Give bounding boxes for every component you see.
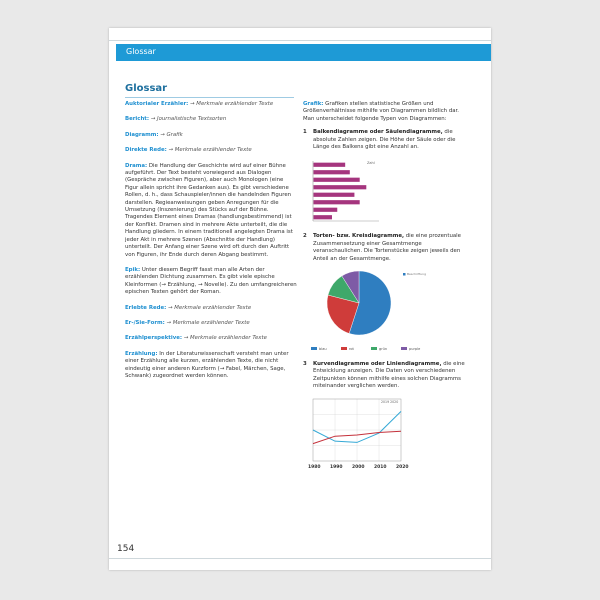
pie-chart [307,267,447,355]
glossary-entry [125,101,297,108]
glossary-entry [125,132,297,139]
glossary-entry [125,335,297,342]
pie-legend-swatch [341,347,347,350]
pie-legend-swatch [311,347,317,350]
diagram-type-item [303,129,472,151]
bar [314,216,332,220]
section-header-label: Glossar [126,47,156,56]
glossary-entry [303,101,472,123]
glossary-term: Epik: [125,266,141,273]
glossary-definition: Die Handlung der Geschichte wird auf einer Bühne aufgeführt. Der Text besteht vorwiegend aus Dialogen (Gespräche zwischen Figuren), aber auch Monologen (eine Figur allein spricht ihre Gedanken aus). Es gibt verschiedene Rollen, d. h., dass Schauspieler/innen die handelnden Figuren darstellen. Regieanweisungen geben Anregungen für die Umsetzung (Inszenierung) des Stücks auf der Bühne. Tragendes Element eines Dramas (handlungsbestimmend) ist der Konflikt. Dramen sind in mehrere Akte unterteilt, die die Handlung gliedern. In einem traditionell angelegten Drama ist jeder Akt in mehrere Szenen (Abschnitte der Handlung) unterteilt. Der Anfang einer Szene wird oft durch den Auftritt von Figuren, ihr Ende durch deren Abgang bestimmt. [125,162,293,258]
line-chart-x-tick-label: 2020 [396,464,409,470]
item-number: 3 [303,361,307,368]
bar-chart [307,155,387,227]
glossary-term: Bericht: [125,116,150,123]
bar [314,201,360,205]
glossary-definition: → Merkmale erzählender Texte [164,319,250,326]
line-chart-legend: 2019 2020 [381,399,399,404]
pie-legend-swatch [371,347,377,350]
title-divider [125,97,294,98]
line-chart-x-tick-label: 1980 [308,464,321,470]
item-text: die eine prozentuale Zusammensetzung einer Gesamtmenge veranschaulichen. Die Tortenstücke zeigen jeweils den Anteil an der Gesamtmenge. [313,233,461,262]
line-chart-x-tick-label: 1990 [330,464,343,470]
pie-legend-note: Beschriftung [407,272,426,277]
glossary-entry [125,267,297,297]
glossary-term: Er-/Sie-Form: [125,319,165,326]
document-page [109,28,491,570]
glossary-term: Direkte Rede: [125,147,167,154]
glossary-term: Diagramm: [125,131,159,138]
glossary-definition: → Grafik [158,131,183,138]
glossary-definition: → Merkmale erzählender Texte [188,101,274,107]
glossary-definition: In der Literaturwissenschaft versteht man unter einer Erzählung alle kurzen, erzählenden Texte, die nicht eindeutig einer anderen Kurzform (→ Fabel, Märchen, Sage, Schwank) zugeordnet werden können. [125,350,289,379]
glossary-definition: → Merkmale erzählender Texte [182,335,267,342]
glossary-entry [125,163,297,259]
bar [314,163,346,167]
pie-legend-label: purple [409,347,421,352]
page-title: Glossar [125,83,168,94]
item-text: die absolute Zahlen zeigen. Die Höhe der Säule oder die Länge des Balkens gibt eine Anzahl an. [313,129,456,151]
glossary-definition: Unter diesem Begriff fasst man alle Arten der erzählenden Dichtung zusammen. Es gibt viele epische Kleinformen (→ Erzählung, → Novelle). Zu den umfangreicheren epischen Texten gehört der Roman. [125,266,297,296]
glossary-entry [125,351,297,381]
glossary-term: Auktorialer Erzähler: [125,101,189,107]
glossary-entry [125,305,297,312]
diagram-type-item [303,233,472,263]
bar-chart-legend: Zahl [367,161,375,166]
line-chart-x-tick-label: 2000 [352,464,365,470]
bar [314,208,338,212]
item-number: 1 [303,129,307,136]
glossary-definition: → Merkmale erzählender Texte [166,147,252,154]
item-heading: Balkendiagramme oder Säulendiagramme, [313,129,443,136]
glossary-entry [125,147,297,154]
glossary-term: Erlebte Rede: [125,304,167,311]
section-header-bar [116,44,491,61]
pie-legend-note-swatch [403,273,406,276]
pie-legend-swatch [401,347,407,350]
pie-legend-label: rot [349,347,354,352]
line-chart-x-tick-label: 2010 [374,464,387,470]
glossary-entry [125,320,297,327]
glossary-definition: → Journalistische Textsorten [149,116,227,123]
glossary-term: Drama: [125,162,148,169]
glossary-term: Erzählung: [125,350,158,357]
right-column [303,101,472,477]
glossary-entry [125,116,297,123]
top-rule [109,40,491,41]
glossary-definition: Grafiken stellen statistische Größen und Größenverhältnisse mithilfe von Diagrammen bildlich dar. Man unterscheidet folgende Typen von Diagrammen: [303,101,459,122]
left-column [125,101,297,388]
item-text: die eine Entwicklung anzeigen. Die Daten von verschiedenen Zeitpunkten können mithilfe eines solchen Diagramms miteinander verglichen werden. [313,361,465,390]
diagram-type-item [303,361,472,391]
glossary-term: Grafik: [303,101,324,107]
pie-legend-label: blau [319,347,327,352]
bar [314,186,367,190]
pie-legend-label: grün [379,347,388,352]
item-heading: Kurvendiagramme oder Liniendiagramme, [313,361,442,368]
bar [314,178,360,182]
item-number: 2 [303,233,307,240]
bar [314,193,355,197]
glossary-definition: → Merkmale erzählender Texte [166,304,252,311]
page-number: 154 [117,544,135,554]
line-chart [307,395,407,471]
item-heading: Torten- bzw. Kreisdiagramme, [313,233,405,240]
glossary-term: Erzählperspektive: [125,335,183,342]
bottom-rule [109,558,491,559]
bar [314,171,350,175]
